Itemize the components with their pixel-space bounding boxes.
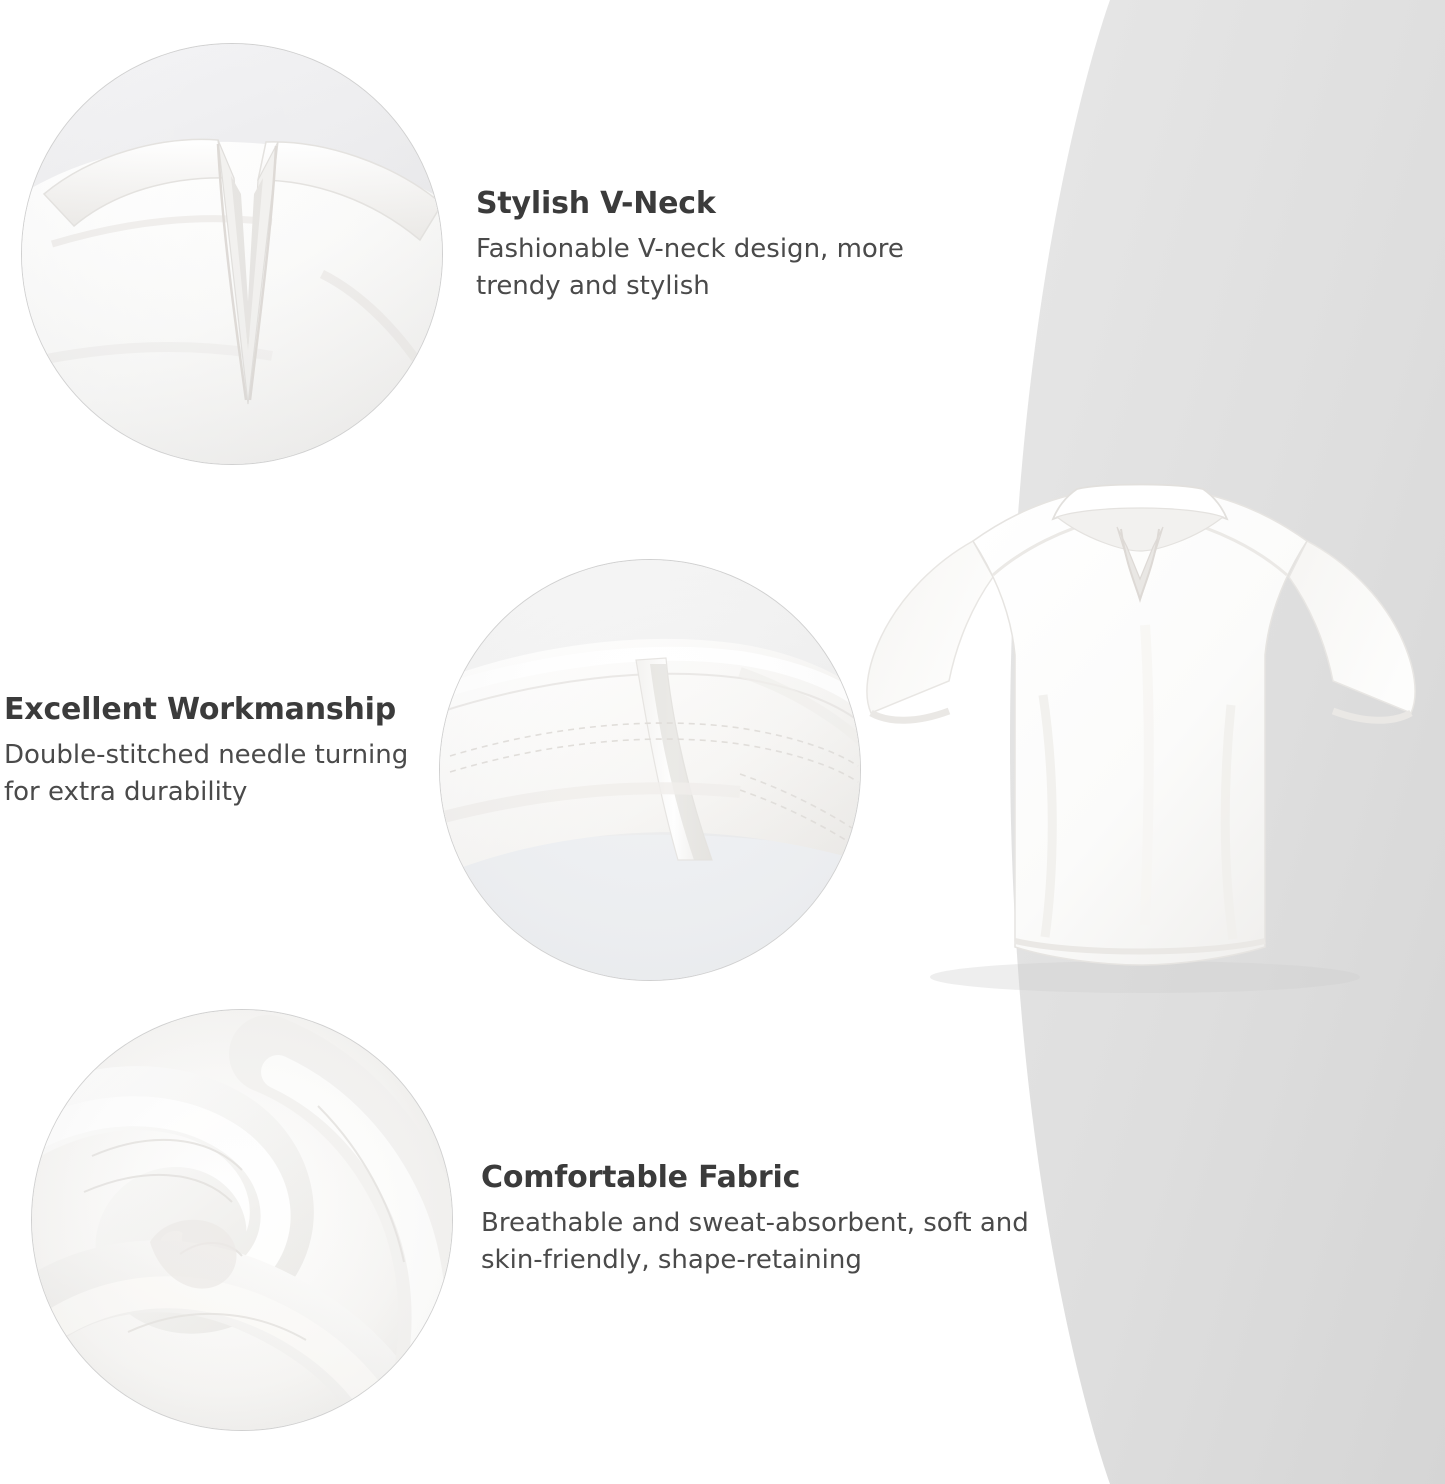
feature-fabric-title: Comfortable Fabric (481, 1160, 801, 1195)
stitching-closeup-photo (440, 560, 860, 980)
white-kids-tshirt-photo (845, 455, 1435, 1000)
feature-workmanship-description: Double-stitched needle turning for extra durability (4, 740, 409, 807)
feature-fabric (481, 1160, 1081, 1279)
feature-vneck-description: Fashionable V-neck design, more trendy and stylish (476, 234, 904, 301)
fabric-swirl-closeup-photo (32, 1010, 452, 1430)
feature-vneck-title: Stylish V-Neck (476, 186, 716, 221)
feature-workmanship-title: Excellent Workmanship (4, 692, 397, 727)
feature-fabric-description: Breathable and sweat-absorbent, soft and skin-friendly, shape-retaining (481, 1208, 1029, 1275)
vneck-closeup-photo (22, 44, 442, 464)
feature-workmanship (4, 692, 434, 811)
feature-vneck (476, 186, 996, 305)
